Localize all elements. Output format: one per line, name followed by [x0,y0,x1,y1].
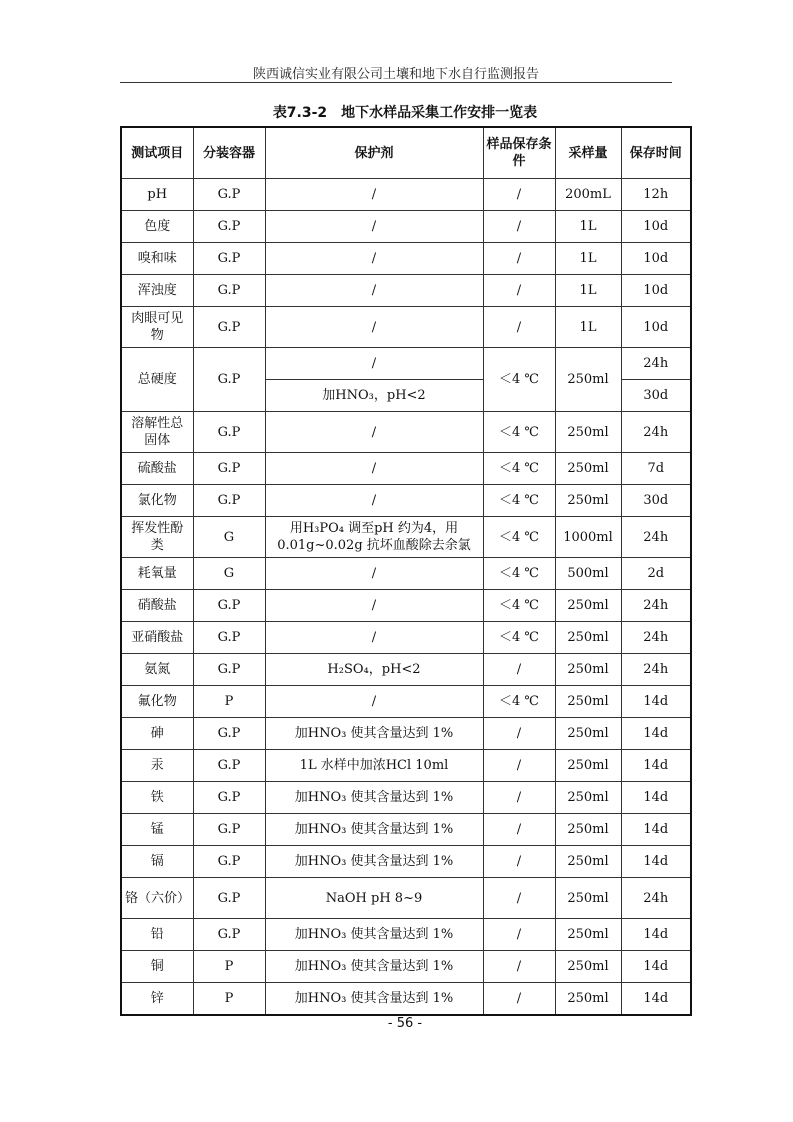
table-cell: ＜4 ℃ [483,485,555,517]
table-row [121,951,691,983]
table-cell: 14d [621,782,691,814]
table-cell: 250ml [555,453,621,485]
table-cell: 氨氮 [121,654,193,686]
table-cell: 250ml [555,814,621,846]
table-cell: 250ml [555,412,621,453]
table-caption: 表7.3-2 地下水样品采集工作安排一览表 [272,105,538,121]
table-row [121,654,691,686]
table-cell: 14d [621,951,691,983]
table-cell: / [265,485,483,517]
table-cell: 1L [555,243,621,275]
table-cell: / [265,211,483,243]
table-cell: 250ml [555,951,621,983]
table-cell: ＜4 ℃ [483,686,555,718]
table-cell: 250ml [555,750,621,782]
table-cell: 30d [621,380,691,412]
table-cell: 24h [621,622,691,654]
table-cell: / [483,275,555,307]
table-cell: 14d [621,983,691,1016]
table-cell: / [265,558,483,590]
table-cell: G.P [193,275,265,307]
table-row [121,750,691,782]
table-row [121,179,691,211]
table-cell: 250ml [555,983,621,1016]
table-cell: 10d [621,243,691,275]
table-cell: G.P [193,622,265,654]
table-cell: 24h [621,348,691,380]
table-cell: 加HNO₃ 使其含量达到 1% [265,951,483,983]
table-cell: 14d [621,919,691,951]
table-cell: 10d [621,211,691,243]
table-cell: / [265,275,483,307]
table-row [121,211,691,243]
table-cell: G.P [193,307,265,348]
table-row [121,348,691,380]
table-cell: / [483,718,555,750]
table-cell: 14d [621,846,691,878]
table-cell: 加HNO₃ 使其含量达到 1% [265,718,483,750]
table-cell: 200mL [555,179,621,211]
table-cell: G.P [193,243,265,275]
column-header: 保存时间 [621,127,691,179]
table-cell: 1L [555,275,621,307]
table-cell: / [265,686,483,718]
table-cell: 溶解性总固体 [121,412,193,453]
table-cell: 14d [621,750,691,782]
table-row [121,919,691,951]
table-cell: ＜4 ℃ [483,348,555,412]
column-header: 采样量 [555,127,621,179]
table-cell: 锰 [121,814,193,846]
table-cell: 24h [621,517,691,558]
table-cell: 1L 水样中加浓HCl 10ml [265,750,483,782]
table-cell: 250ml [555,485,621,517]
table-cell: / [265,307,483,348]
table-cell: 10d [621,307,691,348]
table-cell: G.P [193,919,265,951]
table-cell: G.P [193,846,265,878]
table-cell: / [483,307,555,348]
table-cell: ＜4 ℃ [483,453,555,485]
table-cell: 14d [621,718,691,750]
page-header: 陕西诚信实业有限公司土壤和地下水自行监测报告 [252,67,539,82]
table-cell: G.P [193,590,265,622]
table-cell: 24h [621,878,691,919]
table-cell: G [193,517,265,558]
table-cell: 250ml [555,919,621,951]
table-cell: 加HNO₃ 使其含量达到 1% [265,782,483,814]
table-cell: 250ml [555,348,621,412]
table-cell: pH [121,179,193,211]
table-cell: 铜 [121,951,193,983]
table-cell: 250ml [555,878,621,919]
table-cell: 肉眼可见物 [121,307,193,348]
table-row [121,686,691,718]
table-cell: G.P [193,782,265,814]
table-cell: 色度 [121,211,193,243]
header-rule [120,82,672,83]
table-cell: 挥发性酚类 [121,517,193,558]
table-cell: 14d [621,686,691,718]
table-cell: P [193,686,265,718]
table-cell: / [265,243,483,275]
table-cell: / [265,453,483,485]
table-cell: G.P [193,211,265,243]
table-cell: 30d [621,485,691,517]
table-row [121,453,691,485]
table-row [121,485,691,517]
table-row [121,275,691,307]
table-cell: 硫酸盐 [121,453,193,485]
table-cell: 24h [621,412,691,453]
table-cell: 24h [621,590,691,622]
table-cell: 镉 [121,846,193,878]
table-cell: 嗅和味 [121,243,193,275]
table-cell: 2d [621,558,691,590]
table-header-row [121,127,691,179]
table-cell: 耗氧量 [121,558,193,590]
column-header: 样品保存条件 [483,127,555,179]
table-cell: 加HNO₃ 使其含量达到 1% [265,846,483,878]
table-cell: / [483,919,555,951]
table-cell: 1L [555,307,621,348]
table-cell: ＜4 ℃ [483,622,555,654]
table-cell: 14d [621,814,691,846]
table-row [121,558,691,590]
table-row [121,878,691,919]
table-cell: 亚硝酸盐 [121,622,193,654]
column-header: 测试项目 [121,127,193,179]
table-cell: 总硬度 [121,348,193,412]
table-cell: G.P [193,718,265,750]
table-cell: 250ml [555,654,621,686]
table-cell: 加HNO₃ 使其含量达到 1% [265,983,483,1016]
table-row [121,782,691,814]
sampling-table [120,126,692,1016]
table-cell: 1L [555,211,621,243]
table-body [121,179,691,1016]
table-cell: 250ml [555,846,621,878]
table-cell: / [265,348,483,380]
table-cell: ＜4 ℃ [483,412,555,453]
table-cell: / [483,983,555,1016]
table-cell: / [483,846,555,878]
table-cell: / [483,211,555,243]
table-cell: / [483,654,555,686]
table-cell: 250ml [555,782,621,814]
table-cell: 1000ml [555,517,621,558]
table-cell: 铬（六价） [121,878,193,919]
table-cell: 铁 [121,782,193,814]
table-cell: 250ml [555,622,621,654]
table-cell: / [483,750,555,782]
table-cell: 加HNO₃ 使其含量达到 1% [265,814,483,846]
table-cell: / [265,590,483,622]
table-cell: 250ml [555,590,621,622]
table-row [121,243,691,275]
table-cell: / [265,622,483,654]
table-cell: / [483,782,555,814]
table-row [121,590,691,622]
table-cell: G.P [193,348,265,412]
table-cell: / [483,814,555,846]
table-cell: 硝酸盐 [121,590,193,622]
table-cell: G.P [193,453,265,485]
table-cell: 浑浊度 [121,275,193,307]
table-row [121,846,691,878]
column-header: 保护剂 [265,127,483,179]
table-cell: ＜4 ℃ [483,517,555,558]
table-cell: / [265,412,483,453]
table-cell: 10d [621,275,691,307]
table-cell: G.P [193,179,265,211]
table-cell: G.P [193,814,265,846]
table-cell: 12h [621,179,691,211]
table-row [121,983,691,1016]
table-cell: ＜4 ℃ [483,590,555,622]
table-cell: 250ml [555,718,621,750]
table-cell: 用H₃PO₄ 调至pH 约为4，用0.01g~0.02g 抗坏血酸除去余氯 [265,517,483,558]
table-cell: NaOH pH 8~9 [265,878,483,919]
column-header: 分装容器 [193,127,265,179]
table-cell: G.P [193,878,265,919]
table-cell: 铅 [121,919,193,951]
table-cell: / [483,179,555,211]
table-cell: / [483,878,555,919]
table-cell: P [193,951,265,983]
table-cell: G.P [193,412,265,453]
table-row [121,622,691,654]
table-cell: 500ml [555,558,621,590]
table-cell: 加HNO₃，pH<2 [265,380,483,412]
table-cell: 汞 [121,750,193,782]
table-cell: ＜4 ℃ [483,558,555,590]
table-cell: P [193,983,265,1016]
table-row [121,307,691,348]
table-cell: / [265,179,483,211]
table-cell: / [483,951,555,983]
table-row [121,517,691,558]
table-cell: G.P [193,654,265,686]
table-cell: 氟化物 [121,686,193,718]
table-cell: 7d [621,453,691,485]
table-cell: 24h [621,654,691,686]
table-cell: 250ml [555,686,621,718]
table-cell: G [193,558,265,590]
table-cell: 锌 [121,983,193,1016]
table-row [121,412,691,453]
table-cell: / [483,243,555,275]
table-cell: H₂SO₄，pH<2 [265,654,483,686]
page-number: - 56 - [387,1016,423,1031]
table-cell: 砷 [121,718,193,750]
table-cell: G.P [193,485,265,517]
table-cell: 氯化物 [121,485,193,517]
table-row [121,718,691,750]
table-cell: G.P [193,750,265,782]
table-cell: 加HNO₃ 使其含量达到 1% [265,919,483,951]
table-row [121,814,691,846]
